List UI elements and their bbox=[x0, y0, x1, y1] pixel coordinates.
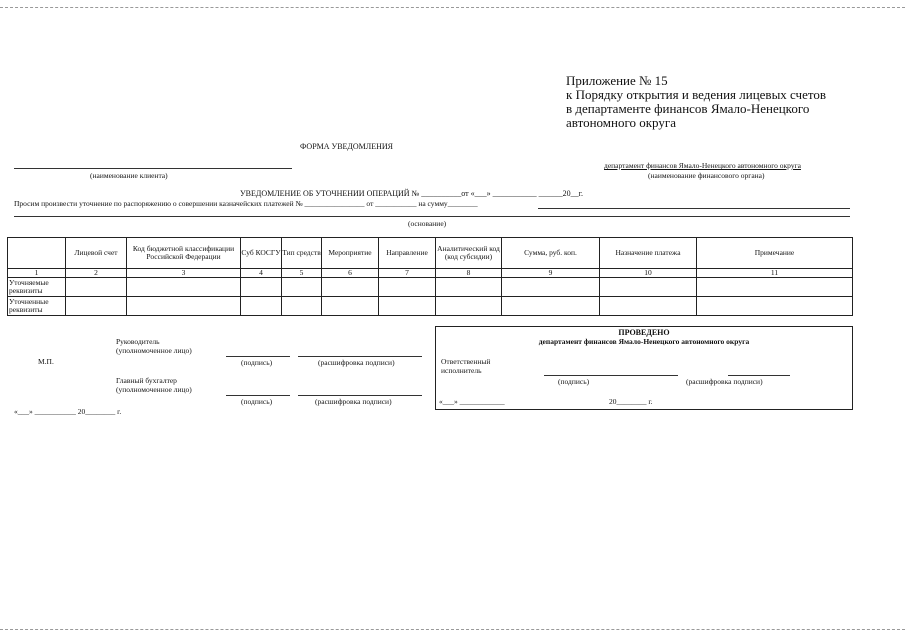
table-header: Сумма, руб. коп. bbox=[502, 238, 600, 269]
table-cell[interactable] bbox=[241, 278, 282, 297]
table-cell[interactable] bbox=[66, 278, 127, 297]
executor-label-2: исполнитель bbox=[441, 366, 482, 375]
client-caption: (наименование клиента) bbox=[90, 171, 168, 180]
column-number: 4 bbox=[241, 269, 282, 278]
table-header: Тип средств bbox=[282, 238, 322, 269]
date-line: «___» ___________ 20________ г. bbox=[14, 407, 122, 416]
executor-signature-line[interactable] bbox=[544, 375, 678, 376]
finance-organ-caption: (наименование финансового органа) bbox=[648, 171, 765, 180]
table-header: Мероприятие bbox=[322, 238, 379, 269]
table-cell[interactable] bbox=[436, 297, 502, 316]
table-header: Примечание bbox=[697, 238, 853, 269]
table-cell[interactable] bbox=[379, 297, 436, 316]
table-header: Назначение платежа bbox=[600, 238, 697, 269]
table-header: Код бюджетной классификации Российской Федерации bbox=[127, 238, 241, 269]
executor-label: Ответственный bbox=[441, 357, 491, 366]
request-text: Просим произвести уточнение по распоряжению о совершении казначейских платежей № ________________ от ___________ на сумму________ bbox=[14, 199, 478, 208]
table-header: Направление bbox=[379, 238, 436, 269]
scan-edge-bottom bbox=[0, 629, 905, 630]
table-header-row bbox=[8, 238, 853, 269]
column-number: 7 bbox=[379, 269, 436, 278]
head-decode-line[interactable] bbox=[298, 356, 422, 357]
processed-title: ПРОВЕДЕНО bbox=[618, 328, 670, 337]
table-cell[interactable] bbox=[379, 278, 436, 297]
chief-accountant-sublabel: (уполномоченное лицо) bbox=[116, 385, 192, 394]
sum-line[interactable] bbox=[538, 208, 850, 209]
stamp-place: М.П. bbox=[38, 357, 54, 366]
column-number: 1 bbox=[8, 269, 66, 278]
basis-line[interactable] bbox=[14, 216, 850, 217]
table-cell[interactable] bbox=[697, 278, 853, 297]
form-title: ФОРМА УВЕДОМЛЕНИЯ bbox=[300, 142, 393, 151]
signature-caption: (подпись) bbox=[241, 397, 273, 406]
table-cell[interactable] bbox=[600, 278, 697, 297]
column-number: 10 bbox=[600, 269, 697, 278]
column-number: 6 bbox=[322, 269, 379, 278]
chief-accountant-label: Главный бухгалтер bbox=[116, 376, 177, 385]
column-number: 8 bbox=[436, 269, 502, 278]
chief-decode-line[interactable] bbox=[298, 395, 422, 396]
processed-subtitle: департамент финансов Ямало-Ненецкого автономного округа bbox=[538, 337, 750, 346]
table-cell[interactable] bbox=[322, 278, 379, 297]
table-cell[interactable] bbox=[282, 278, 322, 297]
column-number: 5 bbox=[282, 269, 322, 278]
signature-caption: (подпись) bbox=[241, 358, 273, 367]
head-signature-line[interactable] bbox=[226, 356, 290, 357]
table-number-row bbox=[8, 269, 853, 278]
head-sublabel: (уполномоченное лицо) bbox=[116, 346, 192, 355]
box-date-right: 20________ г. bbox=[609, 397, 653, 406]
column-number: 9 bbox=[502, 269, 600, 278]
table-header: Аналитический код (код субсидии) bbox=[436, 238, 502, 269]
table-cell[interactable] bbox=[502, 278, 600, 297]
finance-organ-name: департамент финансов Ямало-Ненецкого автономного округа bbox=[604, 161, 801, 170]
scan-edge-top bbox=[0, 7, 905, 8]
executor-decode-line[interactable] bbox=[728, 375, 790, 376]
decode-caption: (расшифровка подписи) bbox=[318, 358, 395, 367]
table-header bbox=[8, 238, 66, 269]
row-label: Уточняемые реквизиты bbox=[8, 278, 66, 297]
table-cell[interactable] bbox=[127, 278, 241, 297]
appendix-heading: Приложение № 15 к Порядку открытия и ведения лицевых счетов в департаменте финансов Ямало-Ненецкого автономного округа bbox=[566, 73, 827, 130]
table-row bbox=[8, 278, 853, 297]
table-cell[interactable] bbox=[127, 297, 241, 316]
table-cell[interactable] bbox=[282, 297, 322, 316]
column-number: 11 bbox=[697, 269, 853, 278]
signature-caption: (подпись) bbox=[558, 377, 590, 386]
operations-table bbox=[7, 237, 853, 316]
column-number: 3 bbox=[127, 269, 241, 278]
table-cell[interactable] bbox=[502, 297, 600, 316]
table-header: Лицевой счет bbox=[66, 238, 127, 269]
table-cell[interactable] bbox=[241, 297, 282, 316]
table-cell[interactable] bbox=[600, 297, 697, 316]
head-label: Руководитель bbox=[116, 337, 160, 346]
box-date-left: «___» ____________ bbox=[439, 397, 505, 406]
chief-signature-line[interactable] bbox=[226, 395, 290, 396]
table-cell[interactable] bbox=[436, 278, 502, 297]
notice-line: УВЕДОМЛЕНИЕ ОБ УТОЧНЕНИИ ОПЕРАЦИЙ № __________от «___» ___________ ______20__г. bbox=[240, 189, 583, 198]
table-cell[interactable] bbox=[697, 297, 853, 316]
column-number: 2 bbox=[66, 269, 127, 278]
decode-caption: (расшифровка подписи) bbox=[315, 397, 392, 406]
table-cell[interactable] bbox=[322, 297, 379, 316]
decode-caption: (расшифровка подписи) bbox=[686, 377, 763, 386]
client-name-line[interactable] bbox=[14, 168, 292, 169]
table-row bbox=[8, 297, 853, 316]
basis-caption: (основание) bbox=[408, 219, 447, 228]
table-cell[interactable] bbox=[66, 297, 127, 316]
row-label: Уточненные реквизиты bbox=[8, 297, 66, 316]
table-header: Суб КОСГУ bbox=[241, 238, 282, 269]
